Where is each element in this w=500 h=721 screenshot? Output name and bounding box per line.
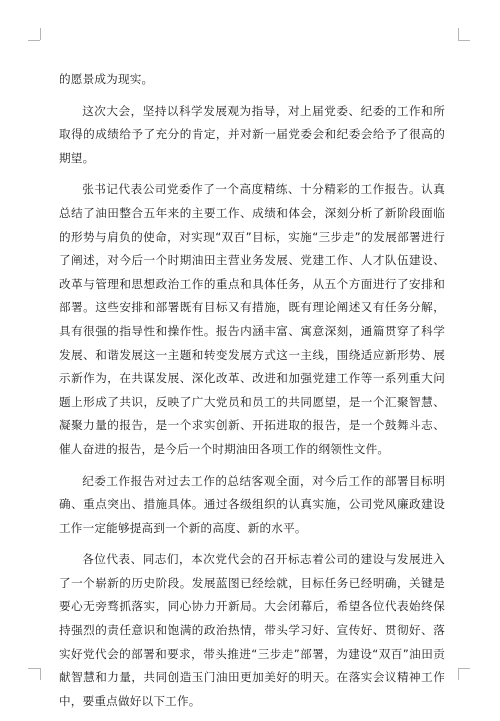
paragraph-party-committee-report: 张书记代表公司党委作了一个高度精练、十分精彩的工作报告。认真总结了油田整合五年来的主要工作、成绩和体会，深刻分析了新阶段面临的形势与肩负的使命，对实现“双百”目标，实施“三步走”的发展部署进行了阐述，对今后一个时期油田主营业务发展、党建工作、人才队伍建设、改革与管理和思想政治工作的重点和具体任务，从五个方面进行了安排和部署。这些安排和部署既有目标又有措施，既有理论阐述又有任务分解，具有很强的指导性和操作性。报告内涵丰富、寓意深刻，通篇贯穿了科学发展、和谐发展这一主题和转变发展方式这一主线，围绕适应新形势、展示新作为，在共谋发展、深化改革、改进和加强党建工作等一系列重大问题上形成了共识，反映了广大党员和员工的共同愿望，是一个汇聚智慧、凝聚力量的报告，是一个求实创新、开拓进取的报告，是一个鼓舞斗志、催人奋进的报告，是今后一个时期油田各项工作的纲领性文件。 bbox=[59, 182, 445, 456]
crop-mark-bottom-left-vertical bbox=[40, 668, 41, 680]
document-body bbox=[59, 68, 445, 721]
crop-mark-top-right bbox=[458, 40, 470, 41]
crop-mark-top-right-vertical bbox=[458, 28, 459, 40]
paragraph-discipline-committee-report: 纪委工作报告对过去工作的总结客观全面，对今后工作的部署目标明确、重点突出、措施具体。通过各级组织的认真实施，公司党风廉政建设工作一定能够提高到一个新的高度、新的水平。 bbox=[59, 473, 445, 535]
crop-mark-top-left-vertical bbox=[40, 28, 41, 40]
crop-mark-bottom-left bbox=[28, 668, 40, 669]
paragraph-closing-remarks: 各位代表、同志们，本次党代会的召开标志着公司的建设与发展进入了一个崭新的历史阶段。发展蓝图已经绘就，目标任务已经明确，关键是要心无旁骛抓落实，同心协力开新局。大会闭幕后，希望各位代表始终保持强烈的责任意识和饱满的政治热情，带头学习好、宣传好、贯彻好、落实好党代会的部署和要求，带头推进“三步走”部署，为建设“双百”油田贡献智慧和力量，共同创造玉门油田更加美好的明天。在落实会议精神工作中，要重点做好以下工作。 bbox=[59, 552, 445, 708]
paragraph-continuation: 的愿景成为现实。 bbox=[59, 72, 154, 86]
crop-mark-bottom-right bbox=[458, 668, 470, 669]
paragraph-conference-summary: 这次大会，坚持以科学发展观为指导，对上届党委、纪委的工作和所取得的成绩给予了充分的肯定，并对新一届党委会和纪委会给予了很高的期望。 bbox=[59, 103, 445, 165]
crop-mark-top-left bbox=[28, 40, 40, 41]
crop-mark-bottom-right-vertical bbox=[458, 668, 459, 680]
